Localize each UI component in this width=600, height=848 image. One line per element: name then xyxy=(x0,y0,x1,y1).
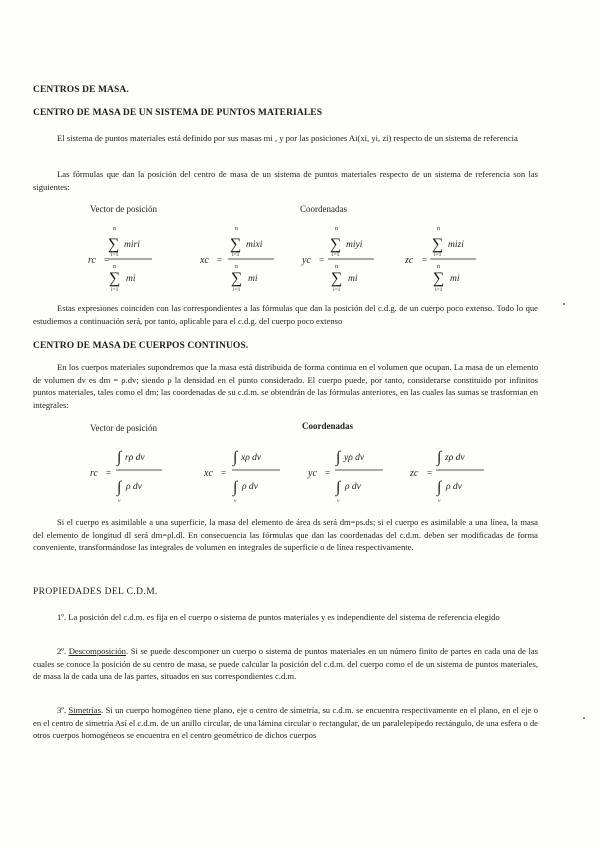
svg-text:v: v xyxy=(337,498,340,504)
scan-speck xyxy=(583,717,585,719)
paragraph-formulas-intro: Las fórmulas que dan la posición del centro de masa de un sistema de puntos materiales respecto de un sistema de referencia son las siguientes: xyxy=(33,169,538,192)
term-descomposicion: Descomposición xyxy=(68,646,126,656)
svg-text:=: = xyxy=(319,255,325,265)
svg-text:mixi: mixi xyxy=(246,240,263,250)
svg-text:n: n xyxy=(235,226,238,232)
svg-text:=: = xyxy=(217,255,223,265)
property-item-3: 3º. Simetrías. Si un cuerpo homogéneo tiene plano, eje o centro de simetría, su c.d.m. se encuentra respectivamente en el plano, en el eje o en el centro de simetría Así el c.d.m. de un anillo circular, de una lámina circular o rectangular, de un paralelepípedo rectángulo, de una esfera o de otros cuerpos homogéneos se encuentra en el centro geométrico de dichos cuerpos xyxy=(33,705,538,741)
formula-yc xyxy=(301,226,374,293)
svg-text:=: = xyxy=(422,255,428,265)
svg-text:∑: ∑ xyxy=(109,270,121,287)
svg-text:=: = xyxy=(221,468,227,478)
lhs-rc: rc xyxy=(88,255,96,266)
svg-text:∑: ∑ xyxy=(231,270,243,287)
svg-text:yc: yc xyxy=(308,468,317,479)
formula-zc xyxy=(404,226,476,293)
document-title: CENTROS DE MASA. xyxy=(33,85,129,95)
svg-text:ρ dv: ρ dv xyxy=(345,482,361,492)
svg-text:yc: yc xyxy=(302,255,311,266)
svg-text:xc: xc xyxy=(204,468,213,479)
paragraph-cuerpos-continuos: En los cuerpos materiales supondremos que la masa está distribuida de forma continua en el volumen que ocupan. La masa de un elemento de volumen dv es dm = ρ.dv; siendo ρ la densidad en el punto considerado. El cuerpo puede, por tanto, considerarse constituido por infinitos puntos materiales, tales como el dm; las coordenadas de su c.d.m. se obtendrán de las fórmulas anteriores, en las cuales las sumas se trasforman en integrales: xyxy=(33,362,538,410)
svg-text:n: n xyxy=(235,264,238,270)
label-coordenadas: Coordenadas xyxy=(300,204,347,214)
svg-text:∑: ∑ xyxy=(230,236,242,253)
formula-int-zc xyxy=(409,449,484,504)
svg-text:n: n xyxy=(335,264,338,270)
svg-text:i=1: i=1 xyxy=(111,252,119,258)
svg-text:rc: rc xyxy=(90,468,98,479)
svg-text:n: n xyxy=(113,264,116,270)
section-heading-puntos: CENTRO DE MASA DE UN SISTEMA DE PUNTOS MATERIALES xyxy=(33,108,323,118)
svg-text:mizi: mizi xyxy=(448,240,464,250)
svg-text:i=1: i=1 xyxy=(434,252,442,258)
svg-text:v: v xyxy=(234,498,237,504)
label-vector-posicion: Vector de posición xyxy=(90,204,157,214)
svg-text:i=1: i=1 xyxy=(232,252,240,258)
svg-text:miyi: miyi xyxy=(346,240,363,250)
section-heading-continuos: CENTRO DE MASA DE CUERPOS CONTINUOS. xyxy=(33,341,249,351)
svg-text:i=1: i=1 xyxy=(435,287,443,293)
svg-text:zc: zc xyxy=(405,255,414,266)
section-heading-propiedades: PROPIEDADES DEL C.D.M. xyxy=(33,587,158,597)
svg-text:miri: miri xyxy=(124,240,140,250)
svg-text:i=1: i=1 xyxy=(333,287,341,293)
svg-text:mi: mi xyxy=(348,274,358,284)
formula-rc xyxy=(88,226,152,293)
svg-text:∑: ∑ xyxy=(433,270,445,287)
svg-text:xρ dv: xρ dv xyxy=(241,453,262,463)
formula-int-xc xyxy=(203,449,280,504)
svg-text:i=1: i=1 xyxy=(332,252,340,258)
formula-int-rc xyxy=(90,449,162,504)
integral-formulas xyxy=(80,440,540,510)
svg-text:mi: mi xyxy=(450,274,460,284)
svg-text:=: = xyxy=(325,468,331,478)
svg-text:ρ dv: ρ dv xyxy=(242,482,258,492)
svg-text:∑: ∑ xyxy=(331,270,343,287)
svg-text:n: n xyxy=(437,226,440,232)
svg-text:∑: ∑ xyxy=(432,236,444,253)
svg-text:∑: ∑ xyxy=(108,236,120,253)
svg-text:n: n xyxy=(335,226,338,232)
svg-text:ρ dv: ρ dv xyxy=(126,482,142,492)
svg-text:rρ dv: rρ dv xyxy=(125,453,145,463)
formula-int-yc xyxy=(307,449,383,504)
discrete-formulas xyxy=(80,222,540,294)
svg-text:∫: ∫ xyxy=(336,479,341,496)
svg-text:mi: mi xyxy=(126,274,136,284)
svg-text:=: = xyxy=(427,468,433,478)
svg-text:zc: zc xyxy=(410,468,419,479)
property-item-1: 1º. La posición del c.d.m. es fija en el cuerpo o sistema de puntos materiales y es independiente del sistema de referencia elegido xyxy=(57,612,500,622)
svg-text:=: = xyxy=(104,255,110,265)
scan-speck xyxy=(563,303,565,305)
property-item-2: 2º. Descomposición. Si se puede descomponer un cuerpo o sistema de puntos materiales en un número finito de partes en cada una de las cuales se conoce la posición de su centro de masa, se puede calcular la posición del c.d.m. del cuerpo como el de un sistema de puntos materiales, de masa la de cada una de las partes, situados en sus correspondientes c.d.m. xyxy=(33,646,538,682)
svg-text:i=1: i=1 xyxy=(111,287,119,293)
svg-text:v: v xyxy=(118,498,121,504)
label-coordenadas-2: Coordenadas xyxy=(302,421,354,431)
svg-text:∫: ∫ xyxy=(233,449,238,466)
svg-text:∫: ∫ xyxy=(233,479,238,496)
svg-text:∫: ∫ xyxy=(117,479,122,496)
term-simetrias: Simetrías xyxy=(68,705,101,715)
svg-text:∫: ∫ xyxy=(117,449,122,466)
svg-text:xc: xc xyxy=(200,255,209,266)
svg-text:∑: ∑ xyxy=(330,236,342,253)
formula-xc xyxy=(199,226,274,293)
svg-text:v: v xyxy=(438,498,441,504)
paragraph-superficie-linea: Si el cuerpo es asimilable a una superficie, la masa del elemento de área ds será dm=ρs.ds; si el cuerpo es asimilable a una línea, la masa del elemento de longitud dl será dm=ρl.dl. En consecuencia las fórmulas que dan las coordenadas del c.d.m. deben ser modificadas de forma conveniente, transformándose las integrales de volumen en integrales de superficie o de línea respectivamente. xyxy=(33,517,538,553)
paragraph-sistema-definido: El sistema de puntos materiales está definido por sus masas mi , y por las posiciones Ai(xi, yi, zi) respecto de un sistema de referencia xyxy=(57,133,518,143)
svg-text:n: n xyxy=(437,264,440,270)
svg-text:ρ dv: ρ dv xyxy=(446,482,462,492)
label-vector-posicion-2: Vector de posición xyxy=(90,423,157,433)
svg-text:yρ dv: yρ dv xyxy=(344,453,365,463)
svg-text:mi: mi xyxy=(248,274,258,284)
svg-text:∫: ∫ xyxy=(336,449,341,466)
svg-text:∫: ∫ xyxy=(437,449,442,466)
svg-text:i=1: i=1 xyxy=(233,287,241,293)
svg-text:zρ dv: zρ dv xyxy=(445,453,465,463)
svg-text:∫: ∫ xyxy=(437,479,442,496)
svg-text:n: n xyxy=(113,226,116,232)
paragraph-coinciden-cdg: Estas expresiones coinciden con las correspondientes a las fórmulas que dan la posición del c.d.g. de un cuerpo poco extenso. Todo lo que estudiemos a continuación será, por tanto, aplicable para el c.d.g. del cuerpo poco extenso xyxy=(33,303,538,326)
svg-text:=: = xyxy=(106,468,112,478)
